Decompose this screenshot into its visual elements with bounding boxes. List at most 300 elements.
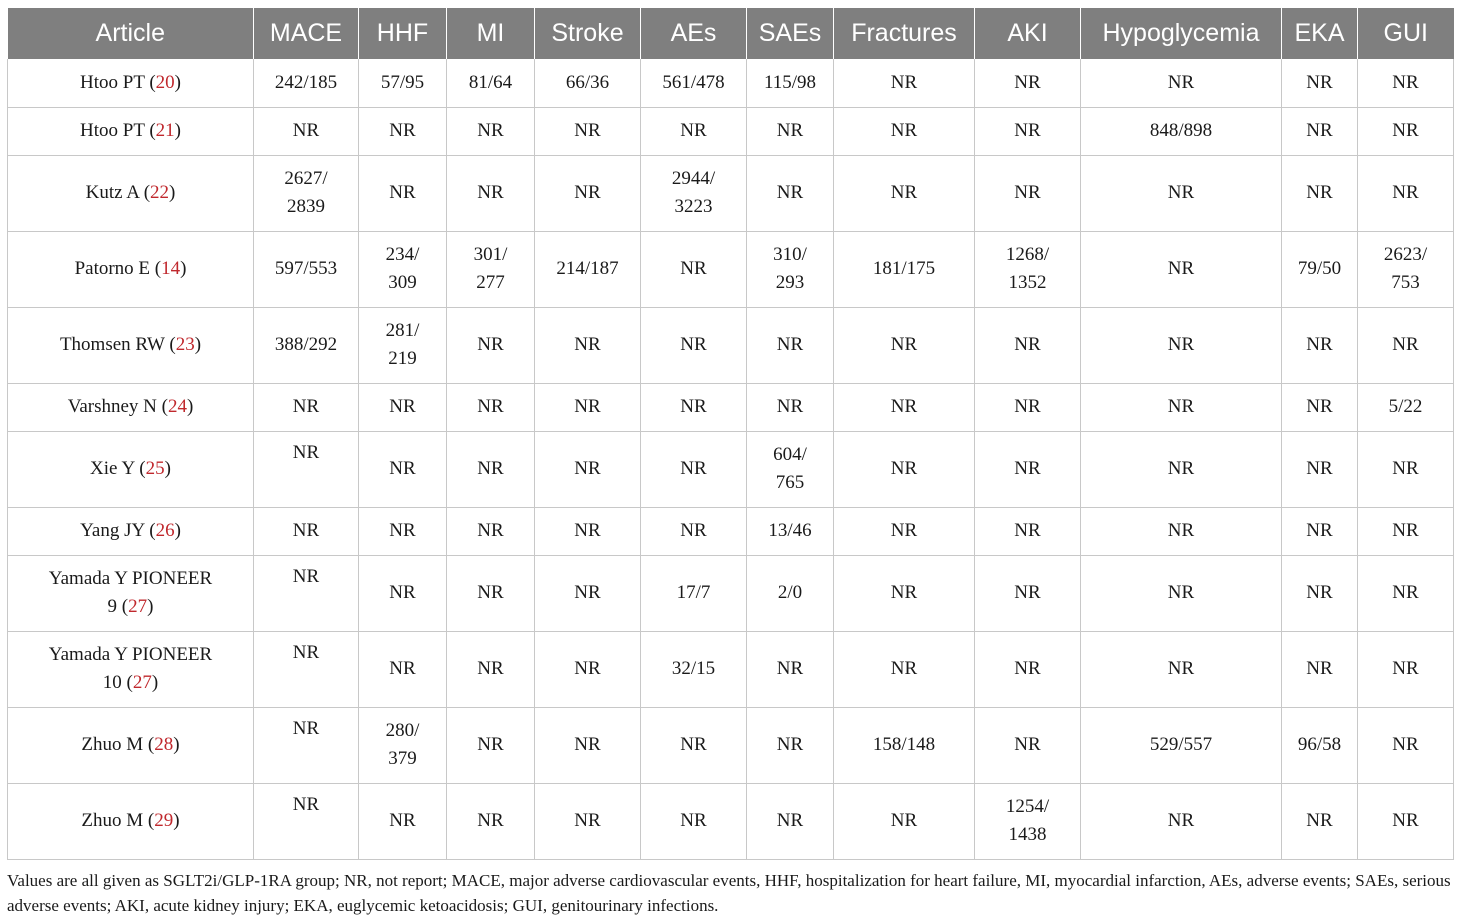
column-header: AKI: [975, 8, 1081, 59]
value-cell: [447, 155, 535, 231]
value-cell: [975, 555, 1081, 631]
cell-value: NR: [1306, 396, 1333, 417]
article-cell: Htoo PT (21): [8, 107, 254, 155]
value-cell: [834, 155, 975, 231]
value-cell: [535, 783, 641, 859]
value-cell: [747, 631, 834, 707]
value-cell: [535, 631, 641, 707]
value-cell: [447, 107, 535, 155]
value-cell: [1358, 59, 1454, 107]
table-body: [8, 59, 1454, 859]
value-cell: [834, 107, 975, 155]
column-header: HHF: [359, 8, 447, 59]
cell-value: NR: [680, 734, 707, 755]
cell-value: NR: [477, 396, 504, 417]
cell-value: NR: [1306, 334, 1333, 355]
cell-value: 3223: [674, 196, 713, 217]
value-cell: [1282, 155, 1358, 231]
cell-value: 301/: [473, 244, 508, 265]
column-header: EKA: [1282, 8, 1358, 59]
cell-value: 309: [388, 272, 417, 293]
table-header-row: [8, 8, 1454, 59]
value-cell: [975, 383, 1081, 431]
value-cell: [1358, 507, 1454, 555]
table-row: [8, 231, 1454, 307]
value-cell: [1282, 707, 1358, 783]
reference-link[interactable]: 21: [155, 120, 175, 141]
cell-value: 2623/: [1383, 244, 1428, 265]
cell-value: 5/22: [1388, 396, 1423, 417]
cell-value: NR: [776, 334, 804, 355]
cell-value: NR: [680, 334, 707, 355]
cell-value: NR: [389, 182, 416, 203]
cell-value: NR: [574, 120, 601, 141]
value-cell: [1282, 307, 1358, 383]
value-cell: [447, 59, 535, 107]
cell-value: NR: [477, 334, 504, 355]
cell-value: NR: [292, 717, 320, 739]
article-cell: Varshney N (24): [8, 383, 254, 431]
value-cell: [1081, 59, 1282, 107]
value-cell: [834, 307, 975, 383]
cell-value: NR: [292, 441, 320, 463]
value-cell: [254, 383, 359, 431]
value-cell: [359, 555, 447, 631]
cell-value: 597/553: [274, 258, 338, 279]
value-cell: [535, 507, 641, 555]
cell-value: NR: [1167, 458, 1195, 479]
column-header: GUI: [1358, 8, 1454, 59]
value-cell: [641, 307, 747, 383]
value-cell: [535, 383, 641, 431]
table-row: [8, 59, 1454, 107]
value-cell: [254, 59, 359, 107]
value-cell: [747, 59, 834, 107]
value-cell: [1358, 231, 1454, 307]
cell-value: NR: [292, 396, 320, 417]
cell-value: NR: [1392, 658, 1419, 679]
value-cell: [1358, 555, 1454, 631]
cell-value: NR: [1306, 520, 1333, 541]
cell-value: NR: [776, 396, 804, 417]
reference-link[interactable]: 24: [167, 396, 187, 417]
value-cell: [254, 555, 359, 631]
article-author: Varshney N: [67, 396, 157, 417]
value-cell: [1282, 383, 1358, 431]
cell-value: NR: [1306, 120, 1333, 141]
value-cell: [359, 155, 447, 231]
value-cell: [1081, 555, 1282, 631]
value-cell: [834, 231, 975, 307]
cell-value: NR: [292, 565, 320, 587]
cell-value: 388/292: [274, 334, 338, 355]
value-cell: [834, 383, 975, 431]
cell-value: NR: [1392, 334, 1419, 355]
value-cell: [359, 431, 447, 507]
cell-value: 753: [1391, 272, 1420, 293]
cell-value: NR: [1014, 734, 1041, 755]
value-cell: [834, 59, 975, 107]
value-cell: [359, 507, 447, 555]
cell-value: 1268/: [1005, 244, 1050, 265]
cell-value: NR: [574, 810, 601, 831]
value-cell: [975, 507, 1081, 555]
cell-value: 181/175: [872, 258, 936, 279]
cell-value: NR: [389, 458, 416, 479]
cell-value: NR: [1392, 810, 1419, 831]
cell-value: 277: [476, 272, 505, 293]
value-cell: [1358, 631, 1454, 707]
value-cell: [359, 307, 447, 383]
cell-value: NR: [680, 810, 707, 831]
column-header: Article: [8, 8, 254, 59]
reference-link[interactable]: 29: [154, 810, 174, 831]
cell-value: NR: [776, 734, 804, 755]
value-cell: [1282, 59, 1358, 107]
value-cell: [747, 507, 834, 555]
cell-value: 293: [775, 272, 805, 293]
cell-value: 2839: [287, 196, 325, 217]
value-cell: [1282, 555, 1358, 631]
cell-value: NR: [1014, 582, 1041, 603]
cell-value: 214/187: [556, 258, 619, 279]
article-cell: Xie Y (25): [8, 431, 254, 507]
cell-value: NR: [1167, 582, 1195, 603]
reference-link[interactable]: 28: [154, 734, 174, 755]
value-cell: [1282, 231, 1358, 307]
value-cell: [641, 507, 747, 555]
cell-value: 765: [775, 472, 805, 493]
cell-value: 79/50: [1297, 258, 1342, 279]
cell-value: 561/478: [662, 71, 725, 93]
value-cell: [1358, 107, 1454, 155]
cell-value: NR: [776, 120, 804, 141]
article-author: Yamada Y PIONEER: [48, 568, 213, 589]
value-cell: [641, 783, 747, 859]
value-cell: [641, 231, 747, 307]
article-author: 10: [102, 672, 122, 693]
value-cell: [1081, 507, 1282, 555]
cell-value: NR: [1306, 458, 1333, 479]
cell-value: NR: [680, 258, 707, 279]
cell-value: NR: [574, 658, 601, 679]
value-cell: [359, 383, 447, 431]
value-cell: [254, 307, 359, 383]
value-cell: [254, 431, 359, 507]
cell-value: NR: [574, 734, 601, 755]
cell-value: NR: [1306, 582, 1333, 603]
cell-value: 81/64: [468, 71, 513, 93]
article-author: Zhuo M: [81, 734, 144, 755]
value-cell: [834, 431, 975, 507]
cell-value: NR: [1014, 71, 1041, 93]
article-author: Kutz A: [85, 182, 139, 203]
cell-value: NR: [890, 520, 918, 541]
value-cell: [359, 783, 447, 859]
cell-value: NR: [1392, 582, 1419, 603]
article-author: Thomsen RW: [59, 334, 165, 355]
cell-value: NR: [389, 520, 416, 541]
cell-value: 115/98: [763, 71, 817, 93]
cell-value: 13/46: [768, 520, 812, 541]
cell-value: NR: [680, 396, 707, 417]
value-cell: [447, 383, 535, 431]
cell-value: NR: [292, 793, 320, 815]
cell-value: NR: [1392, 458, 1419, 479]
cell-value: NR: [680, 458, 707, 479]
cell-value: NR: [292, 641, 320, 663]
article-author: Htoo PT: [80, 120, 145, 141]
value-cell: [535, 107, 641, 155]
cell-value: NR: [890, 120, 918, 141]
cell-value: 1352: [1008, 272, 1047, 293]
value-cell: [535, 307, 641, 383]
reference-link[interactable]: 14: [161, 258, 181, 279]
cell-value: NR: [574, 182, 601, 203]
cell-value: NR: [776, 810, 804, 831]
article-cell: Htoo PT (20): [8, 59, 254, 107]
value-cell: [1081, 107, 1282, 155]
cell-value: NR: [477, 120, 504, 141]
cell-value: NR: [1167, 810, 1195, 831]
cell-value: 529/557: [1149, 734, 1213, 755]
value-cell: [1081, 431, 1282, 507]
value-cell: [447, 631, 535, 707]
cell-value: NR: [680, 120, 707, 141]
reference-link[interactable]: 25: [145, 458, 165, 479]
cell-value: NR: [1014, 120, 1041, 141]
value-cell: [1081, 307, 1282, 383]
value-cell: [1282, 631, 1358, 707]
table-row: [8, 707, 1454, 783]
cell-value: NR: [574, 520, 601, 541]
cell-value: NR: [890, 658, 918, 679]
value-cell: [359, 631, 447, 707]
cell-value: 234/: [385, 244, 420, 265]
value-cell: [641, 707, 747, 783]
cell-value: NR: [389, 120, 416, 141]
value-cell: [535, 231, 641, 307]
article-cell: Zhuo M (28): [8, 707, 254, 783]
reference-link[interactable]: 27: [132, 672, 152, 693]
article-author: Zhuo M: [81, 810, 144, 831]
cell-value: 96/58: [1297, 734, 1342, 755]
article-author: Xie Y: [90, 458, 135, 479]
value-cell: [975, 59, 1081, 107]
value-cell: [254, 155, 359, 231]
value-cell: [834, 783, 975, 859]
cell-value: NR: [1306, 658, 1333, 679]
value-cell: [1081, 155, 1282, 231]
value-cell: [254, 783, 359, 859]
table-row: [8, 107, 1454, 155]
reference-link[interactable]: 27: [128, 596, 148, 617]
cell-value: 1438: [1008, 824, 1047, 845]
reference-link[interactable]: 20: [155, 71, 175, 93]
value-cell: [975, 107, 1081, 155]
cell-value: NR: [890, 182, 918, 203]
cell-value: 32/15: [671, 658, 716, 679]
value-cell: [747, 155, 834, 231]
article-cell: Kutz A (22): [8, 155, 254, 231]
table-row: [8, 431, 1454, 507]
cell-value: NR: [477, 458, 504, 479]
value-cell: [975, 231, 1081, 307]
value-cell: [975, 783, 1081, 859]
cell-value: NR: [574, 334, 601, 355]
cell-value: NR: [574, 458, 601, 479]
value-cell: [535, 707, 641, 783]
value-cell: [359, 59, 447, 107]
value-cell: [747, 707, 834, 783]
value-cell: [834, 555, 975, 631]
value-cell: [447, 783, 535, 859]
value-cell: [975, 631, 1081, 707]
cell-value: 848/898: [1149, 120, 1213, 141]
table-row: [8, 383, 1454, 431]
column-header: Fractures: [834, 8, 975, 59]
cell-value: NR: [1014, 396, 1041, 417]
article-cell: Yamada Y PIONEER 9 (27): [8, 555, 254, 631]
value-cell: [747, 307, 834, 383]
cell-value: NR: [1167, 334, 1195, 355]
cell-value: NR: [477, 182, 504, 203]
value-cell: [747, 107, 834, 155]
table-row: [8, 155, 1454, 231]
cell-value: NR: [776, 658, 804, 679]
value-cell: [747, 783, 834, 859]
value-cell: [1081, 231, 1282, 307]
value-cell: [359, 707, 447, 783]
value-cell: [1282, 107, 1358, 155]
cell-value: 66/36: [565, 71, 610, 93]
cell-value: NR: [1392, 182, 1419, 203]
value-cell: [447, 231, 535, 307]
cell-value: NR: [477, 520, 504, 541]
value-cell: [641, 155, 747, 231]
value-cell: [641, 431, 747, 507]
value-cell: [641, 631, 747, 707]
cell-value: NR: [389, 810, 416, 831]
cell-value: NR: [292, 520, 320, 541]
value-cell: [975, 307, 1081, 383]
value-cell: [535, 555, 641, 631]
cell-value: NR: [1392, 120, 1419, 141]
value-cell: [641, 555, 747, 631]
article-cell: Patorno E (14): [8, 231, 254, 307]
cell-value: NR: [1392, 734, 1419, 755]
reference-link[interactable]: 22: [150, 182, 170, 203]
cell-value: NR: [1167, 520, 1195, 541]
cell-value: NR: [389, 582, 416, 603]
value-cell: [447, 707, 535, 783]
value-cell: [359, 107, 447, 155]
value-cell: [1081, 631, 1282, 707]
value-cell: [975, 707, 1081, 783]
value-cell: [747, 555, 834, 631]
article-cell: Yang JY (26): [8, 507, 254, 555]
article-cell: Yamada Y PIONEER 10 (27): [8, 631, 254, 707]
cell-value: NR: [1014, 520, 1041, 541]
cell-value: 604/: [773, 444, 807, 465]
cell-value: NR: [292, 120, 320, 141]
column-header: Stroke: [535, 8, 641, 59]
value-cell: [254, 631, 359, 707]
article-author: Htoo PT: [80, 71, 145, 93]
article-cell: Thomsen RW (23): [8, 307, 254, 383]
reference-link[interactable]: 23: [175, 334, 195, 355]
column-header: MI: [447, 8, 535, 59]
cell-value: NR: [890, 71, 918, 93]
cell-value: NR: [477, 658, 504, 679]
article-author: 9: [107, 596, 118, 617]
cell-value: NR: [1167, 182, 1195, 203]
cell-value: 57/95: [380, 71, 425, 93]
value-cell: [834, 631, 975, 707]
value-cell: [1081, 707, 1282, 783]
reference-link[interactable]: 26: [155, 520, 175, 541]
value-cell: [254, 231, 359, 307]
article-author: Yamada Y PIONEER: [48, 644, 213, 665]
cell-value: 2944/: [671, 168, 716, 189]
cell-value: NR: [1014, 334, 1041, 355]
cell-value: NR: [477, 582, 504, 603]
table-row: [8, 631, 1454, 707]
table-footnote: Values are all given as SGLT2i/GLP-1RA group; NR, not report; MACE, major adverse cardiovascular events, HHF, hospitalization for heart failure, MI, myocardial infarction, AEs, adverse events; SAEs, serious adverse events; AKI, acute kidney injury; EKA, euglycemic ketoacidosis; GUI, genitourinary infections.: [7, 871, 1451, 915]
article-author: Yang JY: [80, 520, 145, 541]
cell-value: 17/7: [676, 582, 711, 603]
value-cell: [641, 59, 747, 107]
value-cell: [1358, 783, 1454, 859]
cell-value: NR: [389, 658, 416, 679]
cell-value: NR: [1306, 182, 1333, 203]
cell-value: 219: [388, 348, 417, 369]
value-cell: [254, 107, 359, 155]
value-cell: [1358, 431, 1454, 507]
cell-value: NR: [477, 810, 504, 831]
cell-value: NR: [680, 520, 707, 541]
column-header: Hypoglycemia: [1081, 8, 1282, 59]
cell-value: 158/148: [872, 734, 936, 755]
cell-value: NR: [890, 810, 918, 831]
value-cell: [747, 383, 834, 431]
value-cell: [975, 155, 1081, 231]
table-row: [8, 783, 1454, 859]
cell-value: NR: [890, 582, 918, 603]
cell-value: 281/: [385, 320, 420, 341]
cell-value: 2627/: [284, 168, 328, 189]
value-cell: [447, 307, 535, 383]
value-cell: [1358, 707, 1454, 783]
cell-value: NR: [389, 396, 416, 417]
cell-value: NR: [890, 396, 918, 417]
table-row: [8, 555, 1454, 631]
value-cell: [359, 231, 447, 307]
cell-value: NR: [574, 396, 601, 417]
cell-value: NR: [1392, 520, 1419, 541]
value-cell: [447, 507, 535, 555]
cell-value: NR: [1306, 810, 1333, 831]
table-row: [8, 507, 1454, 555]
value-cell: [641, 383, 747, 431]
column-header: AEs: [641, 8, 747, 59]
value-cell: [1282, 783, 1358, 859]
cell-value: 2/0: [777, 582, 803, 603]
value-cell: [254, 707, 359, 783]
cell-value: NR: [1014, 658, 1041, 679]
cell-value: NR: [1306, 71, 1333, 93]
cell-value: NR: [890, 334, 918, 355]
